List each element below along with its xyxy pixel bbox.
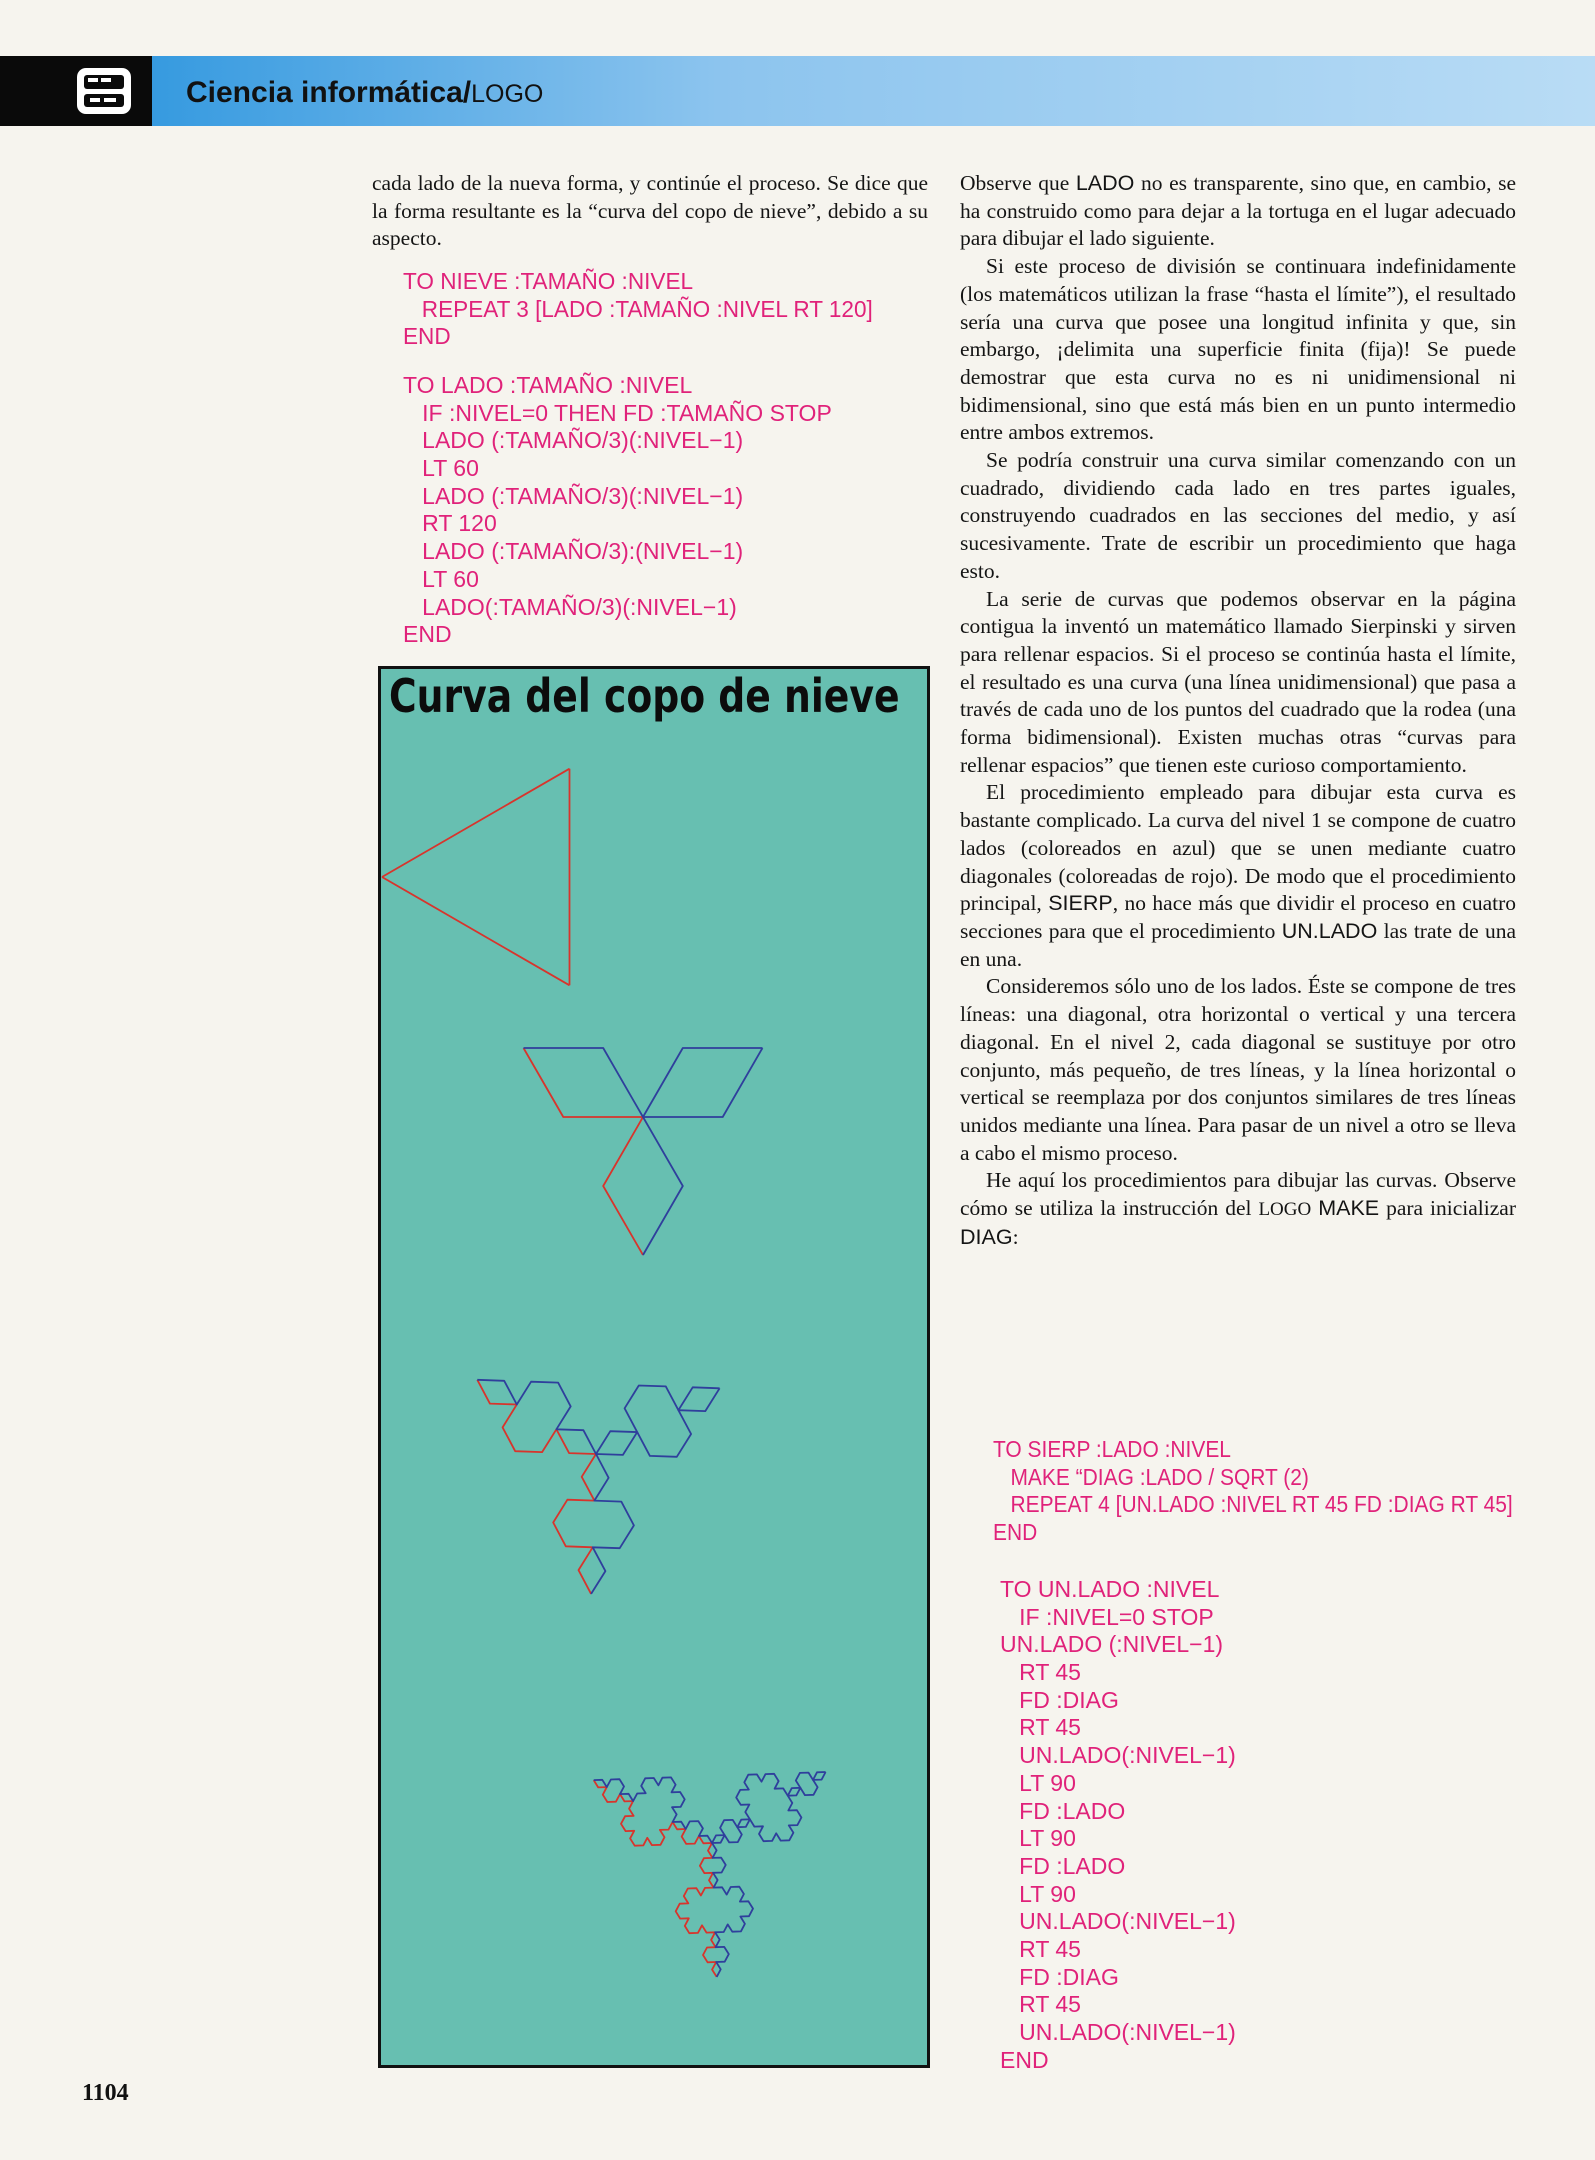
right-column: [960, 170, 1516, 1251]
code-line: IF :NIVEL=0 THEN FD :TAMAÑO STOP: [403, 399, 832, 426]
left-paragraph-1: cada lado de la nueva forma, y continúe el proceso. Se dice que la forma resultante es la “curva del copo de nieve”, debido a su aspecto.: [372, 171, 928, 251]
code-line: UN.LADO(:NIVEL−1): [1000, 1742, 1236, 1769]
code-line: RT 45: [1000, 1991, 1081, 2018]
snowflake-level-2-side-3: [477, 1380, 719, 1454]
code-line: LADO (:TAMAÑO/3)(:NIVEL−1): [403, 482, 744, 509]
code-line: IF :NIVEL=0 STOP: [1000, 1603, 1214, 1630]
snowflake-level-3-side-1: [594, 1780, 717, 1977]
code-line: LT 60: [403, 455, 479, 482]
code-line: LT 60: [403, 565, 479, 592]
code-line: UN.LADO (:NIVEL−1): [1000, 1631, 1224, 1658]
code-line: RT 45: [1000, 1659, 1081, 1686]
code-line: END: [993, 1519, 1038, 1546]
code-line: RT 45: [1000, 1935, 1081, 1962]
code-line: REPEAT 4 [UN.LADO :NIVEL RT 45 FD :DIAG RT 45]: [993, 1491, 1513, 1518]
keyword-diag: DIAG: [960, 1224, 1013, 1249]
section-logo: [0, 56, 152, 126]
code-line: LT 90: [1000, 1769, 1076, 1796]
code-line: TO SIERP :LADO :NIVEL: [993, 1436, 1231, 1462]
code-sierp: [993, 1436, 1513, 1547]
code-line: RT 45: [1000, 1714, 1081, 1741]
code-line: LADO (:TAMAÑO/3):(NIVEL−1): [403, 538, 744, 565]
snowflake-level-2-side-1: [477, 1380, 596, 1594]
code-line: UN.LADO(:NIVEL−1): [1000, 1908, 1236, 1935]
keyword-sierp: SIERP: [1048, 891, 1113, 916]
page-number: 1104: [82, 2080, 129, 2106]
keyword-make: MAKE: [1318, 1196, 1380, 1221]
code-un-lado: [1000, 1576, 1236, 2074]
snowflake-level-1-side-2: [643, 1048, 763, 1255]
code-line: UN.LADO(:NIVEL−1): [1000, 2019, 1236, 2045]
code-line: FD :DIAG: [1000, 1963, 1119, 1990]
logo-small-caps: LOGO: [1258, 1199, 1312, 1221]
code-nieve: [403, 268, 873, 351]
code-line: END: [1000, 2046, 1049, 2073]
code-line: END: [403, 323, 451, 350]
snowflake-level-1-side-1: [524, 1048, 644, 1255]
right-paragraph-7: He aquí los procedimientos para dibujar las curvas. Observe cómo se utiliza la instrucción del LOGO MAKE para inicializar DIAG:: [960, 1168, 1516, 1249]
right-paragraph-5: El procedimiento empleado para dibujar esta curva es bastante complicado. La curva del nivel 1 se compone de cuatro lados (coloreados en azul) que se unen mediante cuatro diagonales (coloreadas de rojo). De modo que el procedimiento principal, SIERP, no hace más que dividir el proceso en cuatro secciones para que el procedimiento UN.LADO las trate de una en una.: [960, 780, 1516, 971]
snowflake-level-0-side-3: [382, 769, 570, 877]
right-paragraph-4: La serie de curvas que podemos observar en la página contigua la inventó un matemático llamado Sierpinski y sirven para rellenar espacios. Si el proceso se continúa hasta el límite, el resultado es una curva (una línea unidimensional) que pasa a través de cada uno de los puntos del cuadrado que la rodea (una forma bidimensional). Existen muchas otras “curvas para rellenar espacios” que tienen este curioso comportamiento.: [960, 586, 1516, 777]
code-line: END: [403, 621, 452, 648]
snowflake-level-0-side-1: [382, 877, 570, 985]
keyword-un-lado: UN.LADO: [1281, 918, 1378, 943]
right-paragraph-3: Se podría construir una curva similar comenzando con un cuadrado, dividiendo cada lado en tres partes iguales, construyendo cuadrados en las secciones del medio, y así sucesivamente. Trate de escribir un procedimiento que haga esto.: [960, 448, 1516, 583]
code-line: TO UN.LADO :NIVEL: [1000, 1576, 1220, 1602]
code-line: FD :LADO: [1000, 1852, 1126, 1879]
snowflake-figure: [378, 666, 930, 2068]
keyword-lado: LADO: [1075, 171, 1135, 195]
snowflake-drawing: [381, 669, 927, 2065]
snowflake-level-2-side-2: [591, 1388, 720, 1594]
code-line: TO LADO :TAMAÑO :NIVEL: [403, 372, 693, 398]
code-lado: [403, 372, 832, 649]
snowflake-level-3-side-2: [712, 1772, 826, 1977]
figure-title: Curva del copo de nieve: [389, 669, 900, 723]
code-line: FD :DIAG: [1000, 1686, 1119, 1713]
code-line: LT 90: [1000, 1825, 1076, 1852]
left-column: [372, 170, 928, 253]
snowflake-level-1-side-3: [524, 1048, 763, 1117]
code-line: LADO (:TAMAÑO/3)(:NIVEL−1): [403, 427, 744, 454]
code-line: REPEAT 3 [LADO :TAMAÑO :NIVEL RT 120]: [403, 295, 873, 322]
code-line: MAKE “DIAG :LADO / SQRT (2): [993, 1463, 1309, 1490]
code-line: LT 90: [1000, 1880, 1076, 1907]
section-subtitle: LOGO: [471, 80, 544, 108]
code-line: TO NIEVE :TAMAÑO :NIVEL: [403, 268, 694, 294]
code-line: RT 120: [403, 510, 497, 537]
right-paragraph-6: Consideremos sólo uno de los lados. Éste se compone de tres líneas: una diagonal, otra horizontal o vertical y una tercera diagonal. En el nivel 2, cada diagonal se sustituye por otro conjunto, más pequeño, de tres líneas, y la línea horizontal o vertical se reemplaza por dos conjuntos similares de tres líneas unidos mediante una línea. Para pasar de un nivel a otro se lleva a cabo el mismo proceso.: [960, 974, 1516, 1165]
code-line: FD :LADO: [1000, 1797, 1126, 1824]
right-paragraph-1: Observe que LADO no es transparente, sino que, en cambio, se ha construido como para dejar a la tortuga en el lugar adecuado para dibujar el lado siguiente.: [960, 171, 1516, 251]
section-title: Ciencia informática/LOGO: [186, 76, 544, 109]
computer-icon: [74, 65, 134, 117]
code-line: LADO(:TAMAÑO/3)(:NIVEL−1): [403, 593, 737, 620]
right-paragraph-2: Si este proceso de división se continuara indefinidamente (los matemáticos utilizan la frase “hasta el límite”), el resultado sería una curva que posee una longitud infinita y que, sin embargo, ¡delimita una superficie finita (fija)! Se puede demostrar que esta curva no es ni unidimensional ni bidimensional, sino que está más bien en un punto intermedio entre ambos extremos.: [960, 254, 1516, 445]
